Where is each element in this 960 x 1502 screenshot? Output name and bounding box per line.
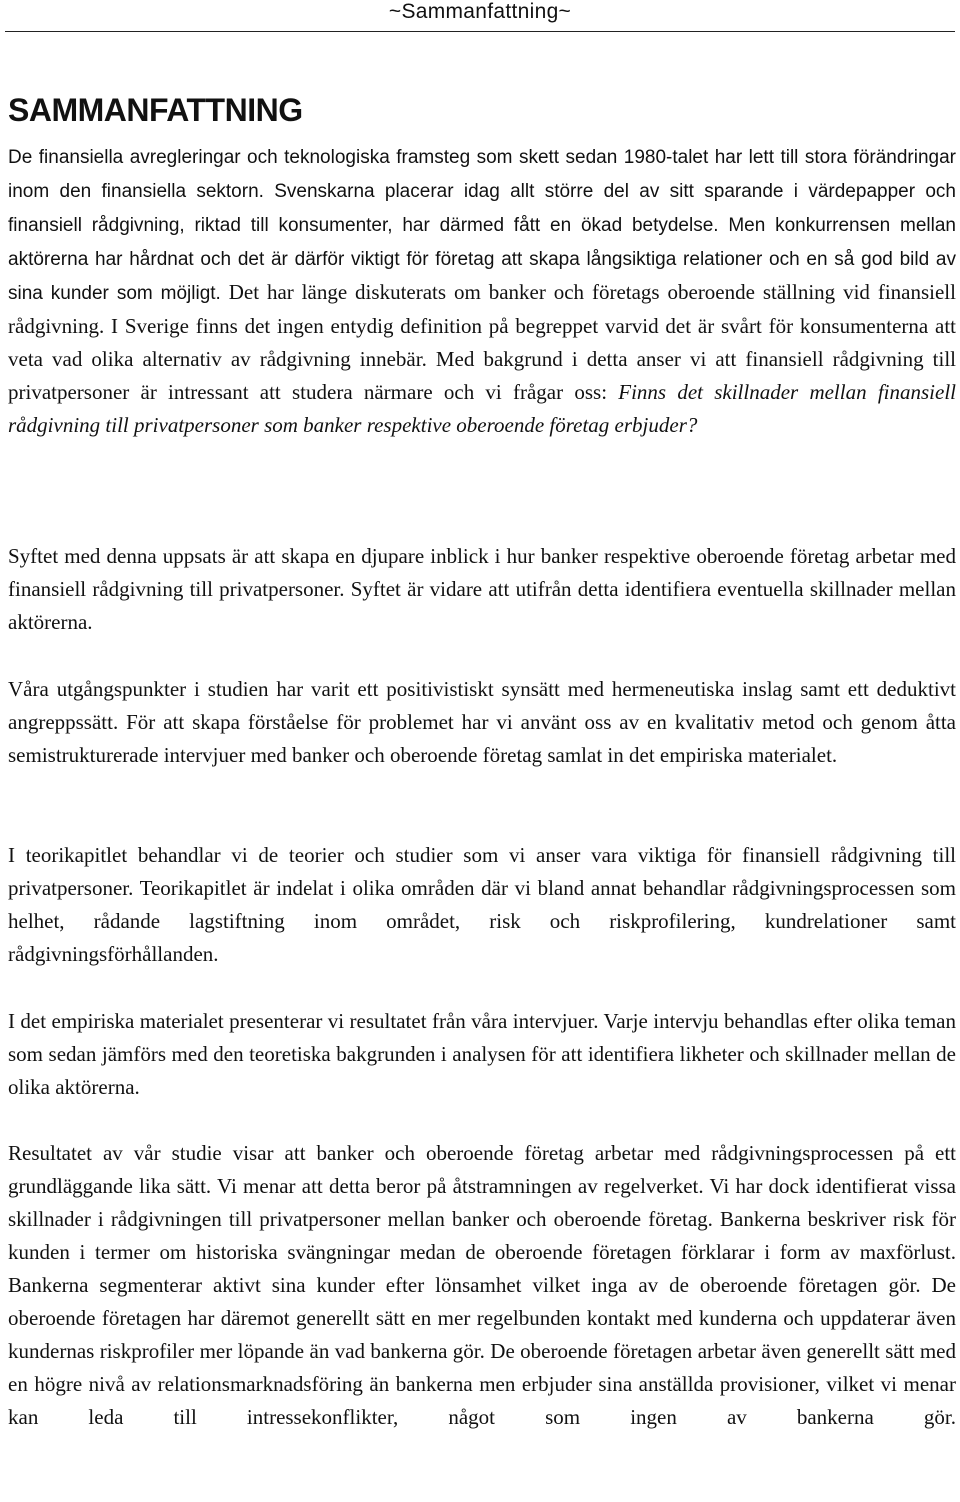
paragraph-introduction-serif-text: Det har länge diskuterats om banker och företags oberoende ställning vid finansiell rådgivning. I Sverige finns det ingen entydig definition på begreppet varvid det är svårt för konsumenterna att veta vad olika alternativ av rådgivning innebär. Med bakgrund i detta anser vi att finansiell rådgivning till privatpersoner är intressant att studera närmare och vi frågar oss: (8, 280, 956, 404)
paragraph-method: Våra utgångspunkter i studien har varit ett positivistiskt synsätt med hermeneutiska inslag samt ett deduktivt angreppssätt. För att skapa förståelse för problemet har vi använt oss av en kvalitativ metod och genom åtta semistrukturerade intervjuer med banker och oberoende företag samlat in det empiriska materialet. (8, 677, 956, 767)
paragraph-theory: I teorikapitlet behandlar vi de teorier och studier som vi anser vara viktiga för finansiell rådgivning till privatpersoner. Teorikapitlet är indelat i olika områden där vi bland annat behandlar rådgivningsprocessen som helhet, rådande lagstiftning inom området, risk och riskprofilering, kundrelationer samt rådgivningsförhållanden. (8, 843, 956, 966)
paragraph-introduction-sans-text: De finansiella avregleringar och teknologiska framsteg som skett sedan 1980-talet har lett till stora förändringar inom den finansiella sektorn. Svenskarna placerar idag allt större del av sitt sparande i värdepapper och finansiell rådgivning, riktad till konsumenter, har därmed fått en ökad betydelse. Men konkurrensen mellan aktörerna har hårdnat och det är därför viktigt för företag att skapa långsiktiga relationer och en så god bild av sina kunder som möjligt. (8, 147, 956, 304)
header-divider (5, 31, 955, 32)
page-title: SAMMANFATTNING (8, 92, 303, 128)
paragraph-empirical: I det empiriska materialet presenterar vi resultatet från våra intervjuer. Varje intervju behandlas efter olika teman som sedan jämförs med den teoretiska bakgrunden i analysen för att identifiera likheter och skillnader mellan de olika aktörerna. (8, 1009, 956, 1099)
paragraph-purpose: Syftet med denna uppsats är att skapa en djupare inblick i hur banker respektive oberoende företag arbetar med finansiell rådgivning till privatpersoner. Syftet är vidare att utifrån detta identifiera eventuella skillnader mellan aktörerna. (8, 544, 956, 634)
paragraph-results: Resultatet av vår studie visar att banker och oberoende företag arbetar med rådgivningsprocessen på ett grundläggande lika sätt. Vi menar att detta beror på åtstramningen av regelverket. Vi har dock identifierat vissa skillnader i rådgivningen till privatpersoner mellan banker och oberoende företag. Bankerna beskriver risk för kunden i termer om historiska svängningar medan de oberoende företagen förklarar i form av maxförlust. Bankerna segmenterar aktivt sina kunder efter lönsamhet vilket inga av de oberoende företagen gör. De oberoende företagen har däremot generellt sätt en mer regelbunden kontakt med kunderna och uppdaterar även kundernas riskprofiler mer löpande än vad bankerna gör. De oberoende företagen arbetar även generellt sätt med en högre nivå av relationsmarknadsföring än bankerna men erbjuder sina anställda provisioner, vilket vi menar kan leda till intressekonflikter, något som ingen av bankerna gör. (8, 1141, 956, 1429)
running-header: ~Sammanfattning~ (388, 0, 572, 23)
research-question: Finns det skillnader mellan finansiell rådgivning till privatpersoner som banker respektive oberoende företag erbjuder? (8, 380, 956, 437)
paragraph-introduction (8, 140, 956, 442)
